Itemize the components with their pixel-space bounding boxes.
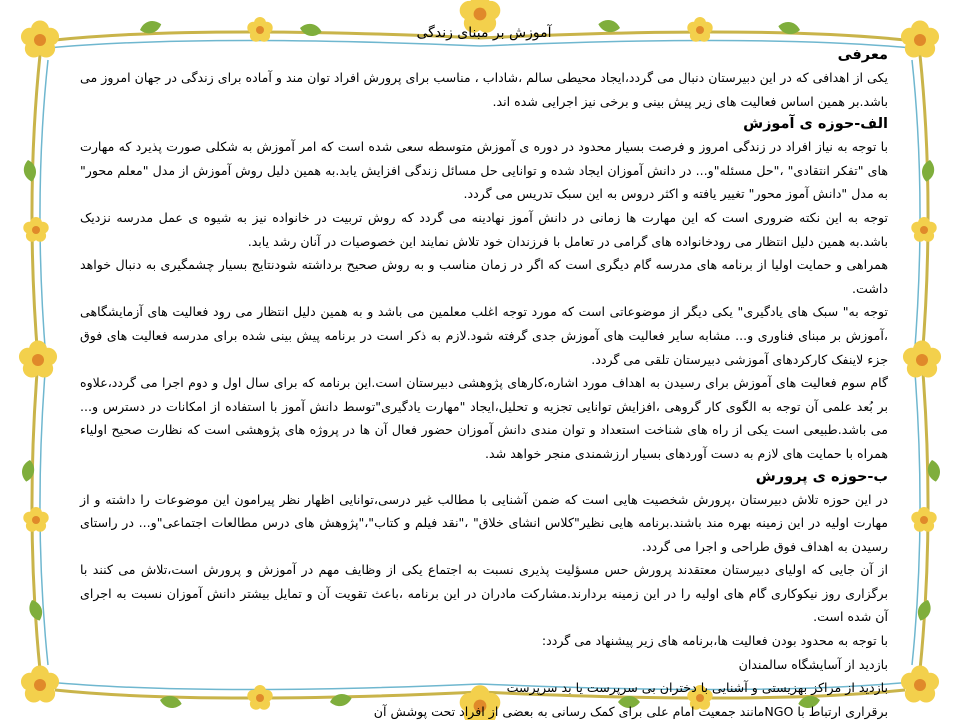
intro-paragraph: یکی از اهدافی که در این دبیرستان دنبال می گردد،ایجاد محیطی سالم ،شاداب ، مناسب برای پرورش افراد توان مند و آماده برای زندگی در جهان امروز می باشد.بر همین اساس فعالیت های زیر پیش بینی و برخی نیز اجرایی شده اند. bbox=[80, 70, 888, 109]
list-item: بازدید از مراکز بهزیستی و آشنایی با دختران بی سرپرست یا بد سرپرست bbox=[506, 680, 888, 696]
section-a-heading: الف-حوزه ی آموزش bbox=[743, 116, 888, 133]
section-b-paragraph: با توجه به محدود بودن فعالیت ها،برنامه های زیر پیشنهاد می گردد: bbox=[541, 633, 888, 649]
section-b-paragraph: در این حوزه تلاش دبیرستان ،پرورش شخصیت هایی است که ضمن آشنایی با مطالب غیر درسی،توانایی اظهار نظر پیرامون این موضوعات را داشته و از مهارت اولیه در این زمینه بهره مند باشند.برنامه هایی نظیر"کلاس انشای خلاق" ،"نقد فیلم و کتاب"،"پژوهش های درس مطالعات اجتماعی"و... در راستای رسیدن به اهداف فوق طراحی و اجرا می گردد. bbox=[80, 491, 888, 554]
section-a-paragraph: توجه به" سبک های یادگیری" یکی دیگر از موضوعاتی است که مورد توجه اغلب معلمین می باشد و به همین دلیل انتظار می رود فعالیت های آزمایشگاهی ،آموزش بر مبنای فناوری و... مشابه سایر فعالیت های آموزش جدی گرفته شود.لازم به ذکر است در برنامه پیش بینی شده برای مدرسه فعالیت های فوق جزء لاینفک کارکردهای آموزشی دبیرستان تلقی می گردد. bbox=[80, 304, 888, 367]
section-a-paragraph: با توجه به نیاز افراد در زندگی امروز و فرصت بسیار محدود در دوره ی آموزش متوسطه سعی شده است که امر آموزش به شکلی صورت پذیرد که مهارت های "تفکر انتقادی" ،"حل مسئله"و... در دانش آموزان ایجاد شده و توانایی حل مسائل زندگی افزایش یابد.به همین دلیل روش آموزش از مدل "معلم محور" به مدل "دانش آموز محور" تغییر یافته و اکثر دروس به این سبک تدریس می گردد. bbox=[80, 139, 888, 202]
list-item: بازدید از آسایشگاه سالمندان bbox=[738, 656, 888, 672]
section-b-heading: ب-حوزه ی پرورش bbox=[755, 468, 888, 485]
section-a-paragraph: گام سوم فعالیت های آموزش برای رسیدن به اهداف مورد اشاره،کارهای پژوهشی دبیرستان است.این برنامه که برای سال اول و دوم اجرا می گردد،علاوه بر بُعد علمی آن توجه به الگوی کار گروهی ،افزایش توانایی تجزیه و تحلیل،ایجاد "مهارت یادگیری"توسط دانش آموز با استفاده از امکانات در دسترس و... می باشد.طبیعی است یکی از راه های شناخت استعداد و توان مندی دانش آموزان حضور فعال آن ها در پروژه های پژوهشی است که نظارت صحیح اولیاء همراه با حمایت های لازم به دست آوردهای بسیار ارزشمندی منجر خواهد شد. bbox=[80, 375, 888, 461]
section-a-paragraph: توجه به این نکته ضروری است که این مهارت ها زمانی در دانش آموز نهادینه می گردد که روش تربیت در خانواده نیز به شیوه ی عمل مدرسه نزدیک باشد.به همین دلیل انتظار می رودخانواده های گرامی در تعامل با فرزندان خود تلاش نمایند این خصوصیات در آنان رشد یابد. bbox=[80, 209, 888, 249]
page-title: آموزش بر مبنای زندگی bbox=[416, 25, 552, 41]
list-item: برقراری ارتباط با NGOمانند جمعیت امام علی برای کمک رسانی به بعضی از افراد تحت پوشش آن bbox=[373, 703, 888, 719]
intro-heading: معرفی bbox=[837, 47, 888, 63]
section-a-paragraph: همراهی و حمایت اولیا از برنامه های مدرسه گام دیگری است که اگر در زمان مناسب و به روش صحیح برداشته شودنتایج بسیار چشمگیری به دنبال خواهد داشت. bbox=[80, 257, 888, 296]
section-b-paragraph: از آن جایی که اولیای دبیرستان معتقدند پرورش حس مسؤلیت پذیری نسبت به اجتماع یکی از وظایف مهم در آموزش و پرورش است،تلاش می کنند با برگزاری روز نیکوکاری گام های اولیه را در این زمینه بردارند.مشارکت مادران در این برنامه ،باعث تقویت آن و تمایل بیشتر دانش آموزان نسبت به اجرای آن شده است. bbox=[80, 562, 888, 625]
document-body bbox=[80, 22, 888, 719]
